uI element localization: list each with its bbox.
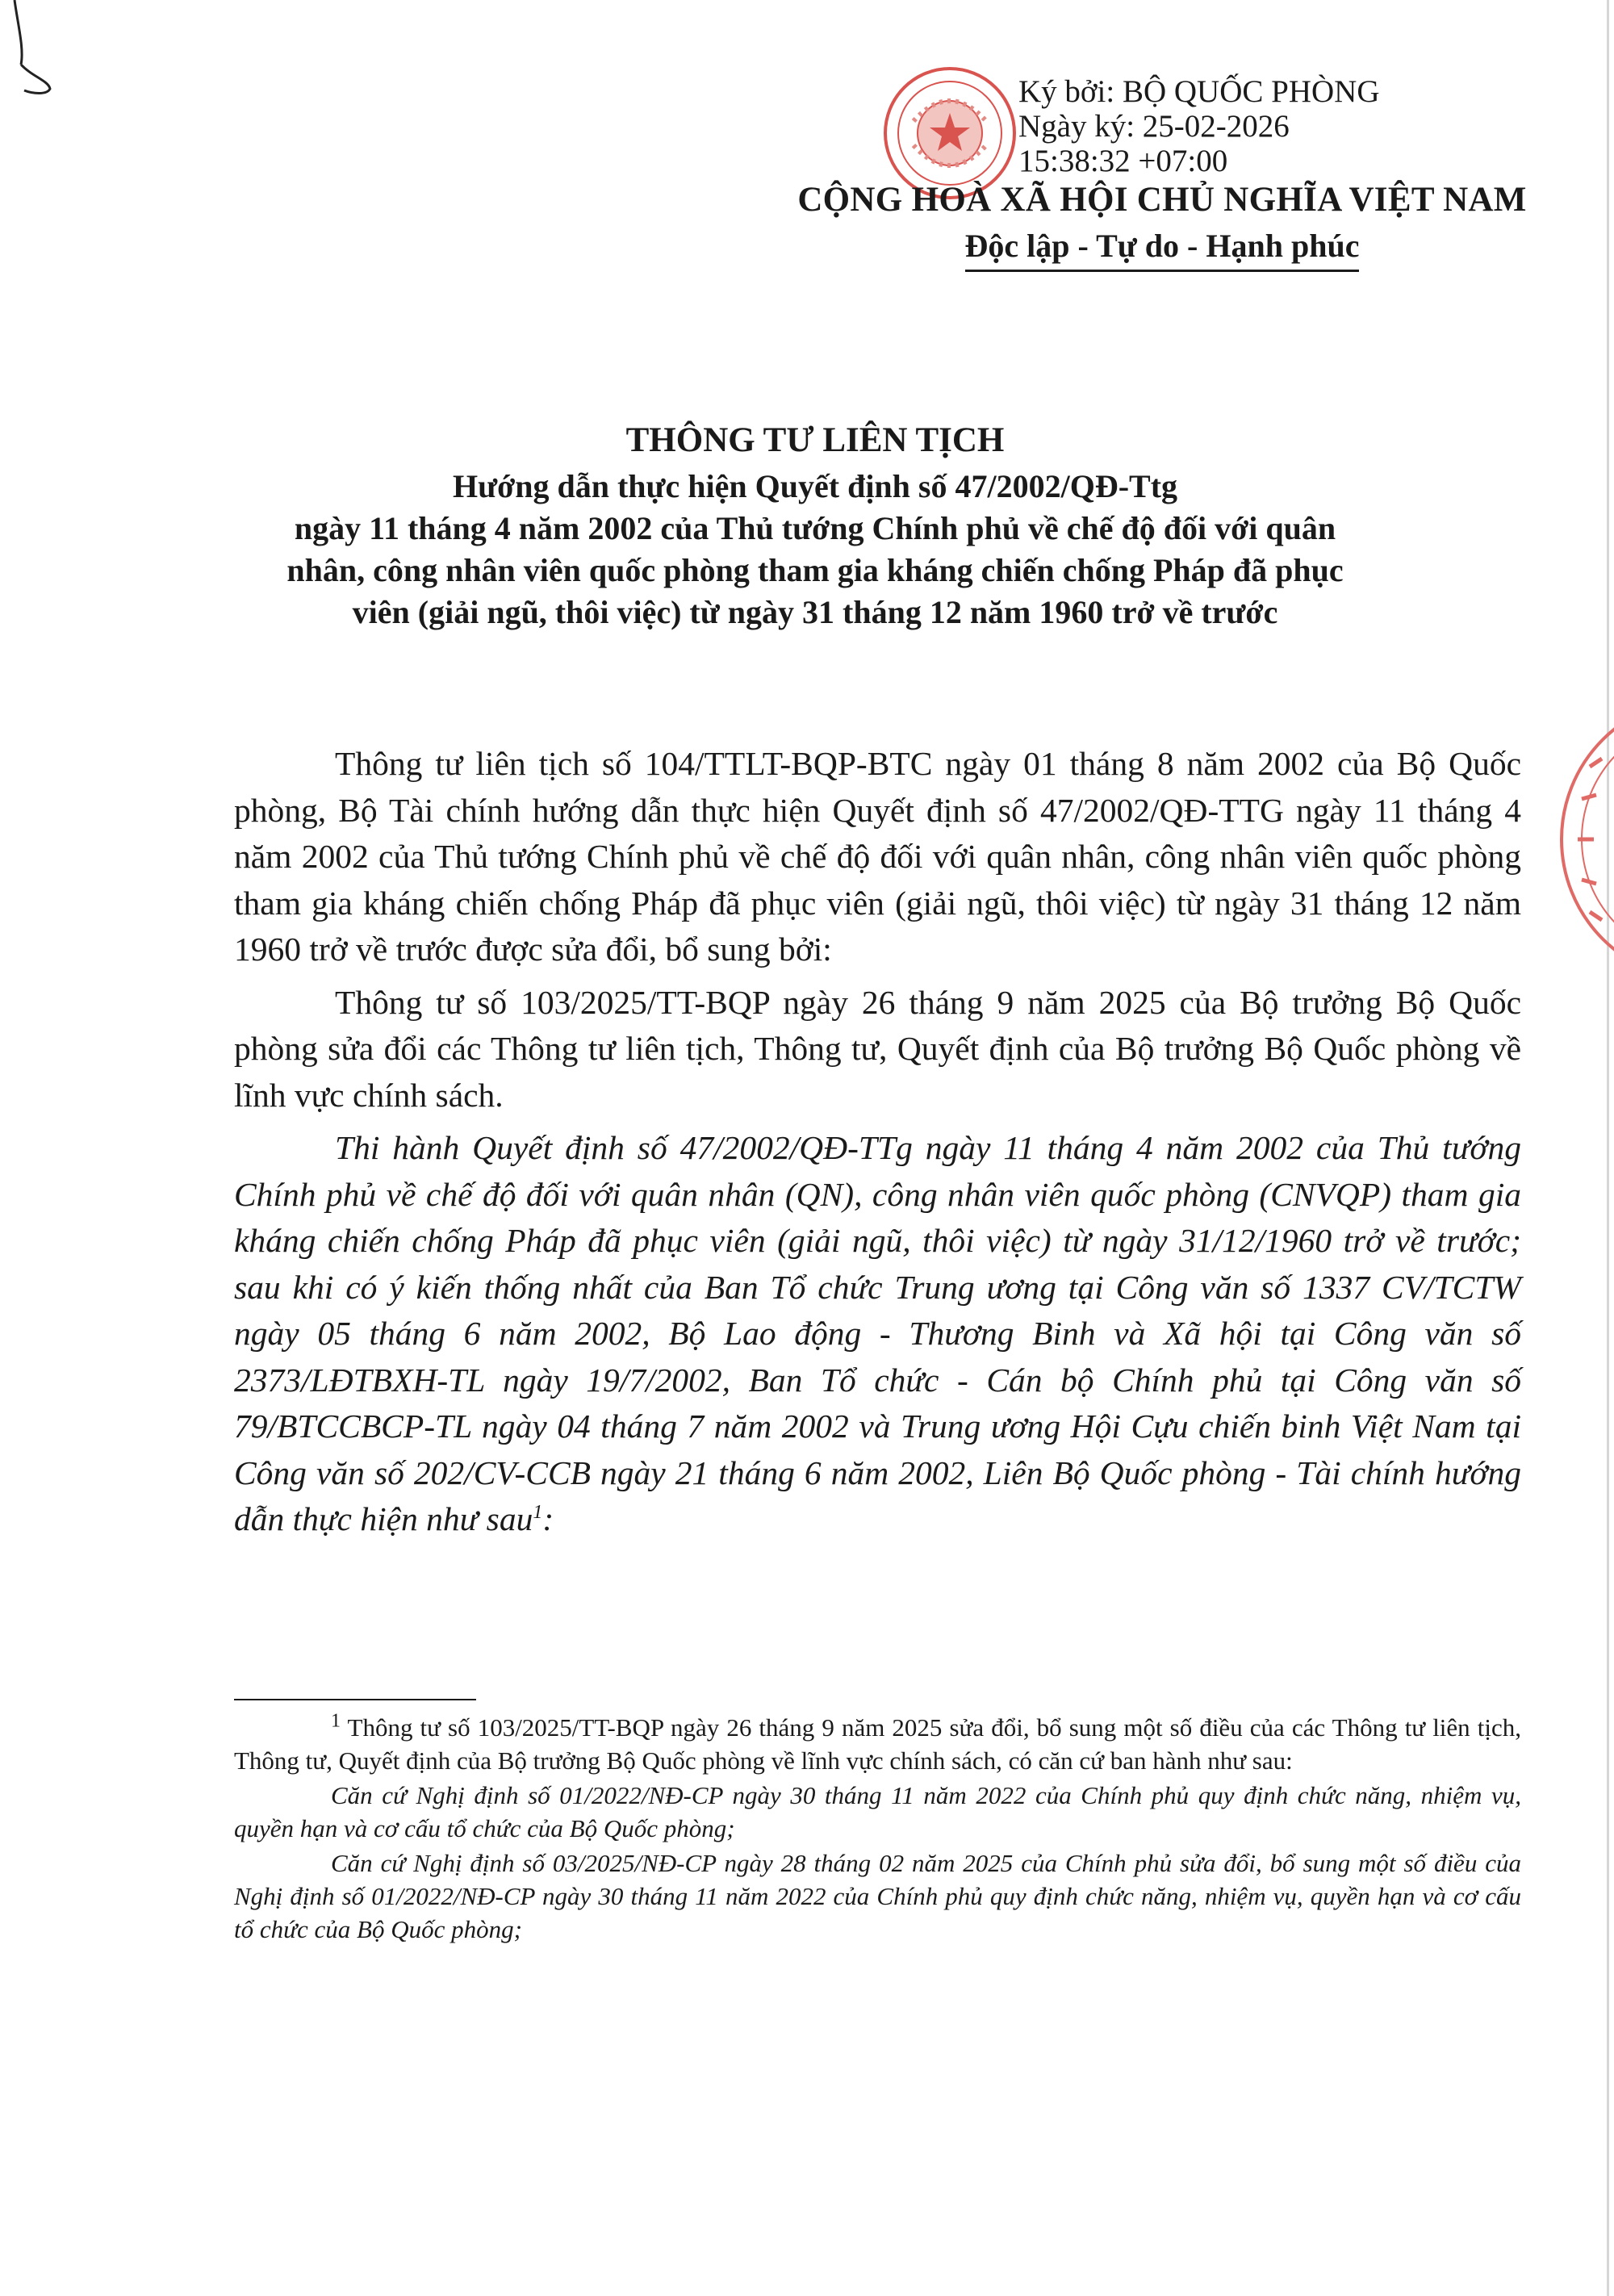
body-paragraph: Thông tư số 103/2025/TT-BQP ngày 26 tháng 9 năm 2025 của Bộ trưởng Bộ Quốc phòng sửa đổi các Thông tư liên tịch, Thông tư, Quyết định của Bộ trưởng Bộ Quốc phòng về lĩnh vực chính sách.: [234, 983, 1521, 1114]
subtitle-line: nhân, công nhân viên quốc phòng tham gia kháng chiến chống Pháp đã phục: [286, 552, 1344, 588]
footnote-1: [234, 1711, 1521, 1777]
footnote-separator: [234, 1699, 476, 1700]
pen-mark: [0, 0, 65, 105]
page-edge-line: [1607, 0, 1609, 2296]
subtitle-line: Hướng dẫn thực hiện Quyết định số 47/2002/QĐ-Ttg: [452, 468, 1178, 504]
body-paragraph: Thông tư liên tịch số 104/TTLT-BQP-BTC ngày 01 tháng 8 năm 2002 của Bộ Quốc phòng, Bộ Tài chính hướng dẫn thực hiện Quyết định số 47/2002/QĐ-TTG ngày 11 tháng 4 năm 2002 của Thủ tướng Chính phủ về chế độ đối với quân nhân, công nhân viên quốc phòng tham gia kháng chiến chống Pháp đã phục viên (giải ngũ, thôi việc) từ ngày 31 tháng 12 năm 1960 trở về trước được sửa đổi, bổ sung bởi:: [234, 745, 1521, 968]
signed-by: Ký bởi: BỘ QUỐC PHÒNG: [1018, 74, 1380, 109]
paragraph-end: :: [542, 1500, 554, 1537]
sign-date: Ngày ký: 25-02-2026: [1018, 109, 1290, 144]
paragraph-text: Thi hành Quyết định số 47/2002/QĐ-TTg ngày 11 tháng 4 năm 2002 của Thủ tướng Chính phủ về chế độ đối với quân nhân (QN), công nhân viên quốc phòng (CNVQP) tham gia kháng chiến chống Pháp đã phục viên (giải ngũ, thôi việc) từ ngày 31/12/1960 trở về trước; sau khi có ý kiến thống nhất của Ban Tổ chức Trung ương tại Công văn số 1337 CV/TCTW ngày 05 tháng 6 năm 2002, Bộ Lao động - Thương Binh và Xã hội tại Công văn số 2373/LĐTBXH-TL ngày 19/7/2002, Ban Tổ chức - Cán bộ Chính phủ tại Công văn số 79/BTCCBCP-TL ngày 04 tháng 7 năm 2002 và Trung ương Hội Cựu chiến binh Việt Nam tại Công văn số 202/CV-CCB ngày 21 tháng 6 năm 2002, Liên Bộ Quốc phòng - Tài chính hướng dẫn thực hiện như sau: [234, 1129, 1521, 1537]
footnote-basis: Căn cứ Nghị định số 01/2022/NĐ-CP ngày 30 tháng 11 năm 2022 của Chính phủ quy định chức năng, nhiệm vụ, quyền hạn và cơ cấu tổ chức của Bộ Quốc phòng;: [234, 1781, 1521, 1842]
footnote-text: Thông tư số 103/2025/TT-BQP ngày 26 tháng 9 năm 2025 sửa đổi, bổ sung một số điều của các Thông tư liên tịch, Thông tư, Quyết định của Bộ trưởng Bộ Quốc phòng về lĩnh vực chính sách, có căn cứ ban hành như sau:: [234, 1713, 1521, 1775]
digital-signature-info: [1018, 74, 1380, 178]
country-name: CỘNG HOÀ XÃ HỘI CHỦ NGHĨA VIỆT NAM: [797, 181, 1527, 219]
national-motto: Độc lập - Tự do - Hạnh phúc: [965, 224, 1360, 272]
footnote-basis: Căn cứ Nghị định số 03/2025/NĐ-CP ngày 28 tháng 02 năm 2025 của Chính phủ sửa đổi, bổ sung một số điều của Nghị định số 01/2022/NĐ-CP ngày 30 tháng 11 năm 2022 của Chính phủ quy định chức năng, nhiệm vụ, quyền hạn và cơ cấu tổ chức của Bộ Quốc phòng;: [234, 1849, 1521, 1943]
document-body: [234, 741, 1521, 1549]
sign-time: 15:38:32 +07:00: [1018, 144, 1228, 178]
footnote-reference: 1: [533, 1502, 543, 1524]
national-header: [759, 176, 1566, 272]
red-stamp-icon: [1558, 694, 1614, 985]
footnotes: [234, 1711, 1521, 1947]
footnote-marker: 1: [331, 1710, 341, 1732]
document-title-block: [194, 416, 1436, 634]
document-type: THÔNG TƯ LIÊN TỊCH: [625, 421, 1005, 459]
subtitle-line: viên (giải ngũ, thôi việc) từ ngày 31 tháng 12 năm 1960 trở về trước: [352, 594, 1278, 630]
subtitle-line: ngày 11 tháng 4 năm 2002 của Thủ tướng Chính phủ về chế độ đối với quân: [294, 510, 1336, 546]
body-paragraph-italic: [234, 1125, 1521, 1543]
